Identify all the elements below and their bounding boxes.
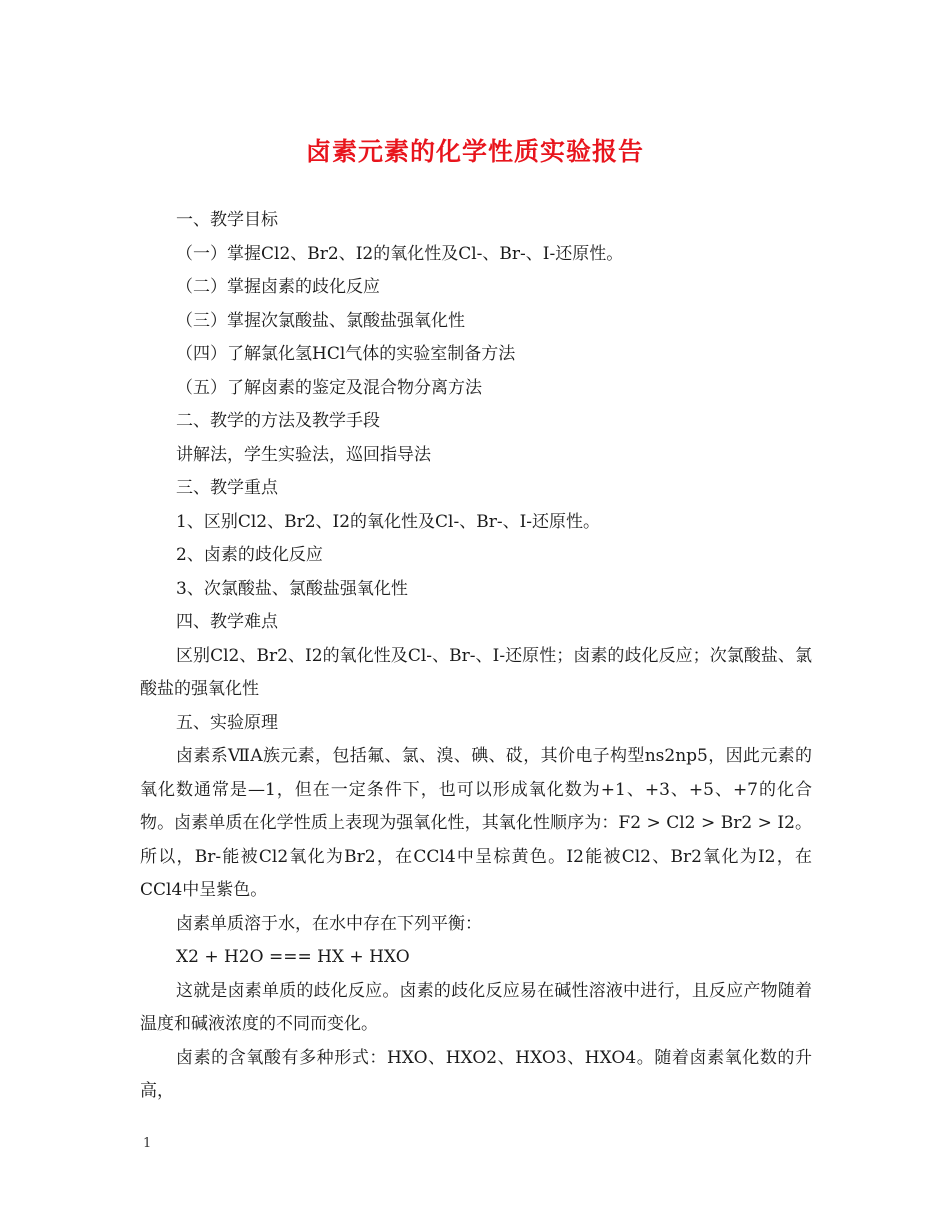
heading-difficulties: 四、教学难点: [176, 612, 278, 632]
goal-item: （二）掌握卤素的歧化反应: [176, 277, 380, 297]
goal-item: （一）掌握Cl2、Br2、I2的氧化性及Cl-、Br-、I-还原性。: [176, 243, 624, 264]
key-point-item: 1、区别Cl2、Br2、I2的氧化性及Cl-、Br-、I-还原性。: [176, 511, 601, 532]
heading-teaching-goals: 一、教学目标: [176, 210, 278, 230]
equation: X2 + H2O === HX + HXO: [176, 947, 410, 967]
goal-item: （四）了解氯化氢HCl气体的实验室制备方法: [176, 344, 516, 364]
heading-key-points: 三、教学重点: [176, 478, 278, 498]
difficulties-text: 区别Cl2、Br2、I2的氧化性及Cl-、Br-、I-还原性；卤素的歧化反应；次氯酸盐、氯酸盐的强氧化性: [140, 645, 812, 699]
page-number: 1: [143, 1136, 152, 1151]
document-body: [140, 204, 812, 1109]
key-point-item: 2、卤素的歧化反应: [176, 545, 323, 565]
heading-teaching-methods: 二、教学的方法及教学手段: [176, 411, 380, 431]
principle-paragraph: 这就是卤素单质的歧化反应。卤素的歧化反应易在碱性溶液中进行，且反应产物随着温度和碱液浓度的不同而变化。: [140, 980, 812, 1034]
principle-paragraph: 卤素的含氧酸有多种形式：HXO、HXO2、HXO3、HXO4。随着卤素氧化数的升高，: [140, 1047, 812, 1101]
methods-text: 讲解法，学生实验法，巡回指导法: [176, 444, 431, 465]
principle-paragraph: 卤素单质溶于水，在水中存在下列平衡：: [176, 913, 482, 934]
goal-item: （三）掌握次氯酸盐、氯酸盐强氧化性: [176, 310, 465, 331]
principle-paragraph: 卤素系ⅦA族元素，包括氟、氯、溴、碘、砹，其价电子构型ns2np5，因此元素的氧化数通常是—1，但在一定条件下，也可以形成氧化数为+1、+3、+5、+7的化合物。卤素单质在化学性质上表现为强氧化性，其氧化性顺序为：F2 > Cl2 > Br2 > I2。所以，Br-能被Cl2氧化为Br2，在CCl4中呈棕黄色。I2能被Cl2、Br2氧化为I2，在CCl4中呈紫色。: [140, 746, 812, 900]
document-title: 卤素元素的化学性质实验报告: [305, 137, 644, 166]
key-point-item: 3、次氯酸盐、氯酸盐强氧化性: [176, 578, 408, 599]
goal-item: （五）了解卤素的鉴定及混合物分离方法: [176, 377, 482, 398]
heading-principle: 五、实验原理: [176, 712, 278, 733]
